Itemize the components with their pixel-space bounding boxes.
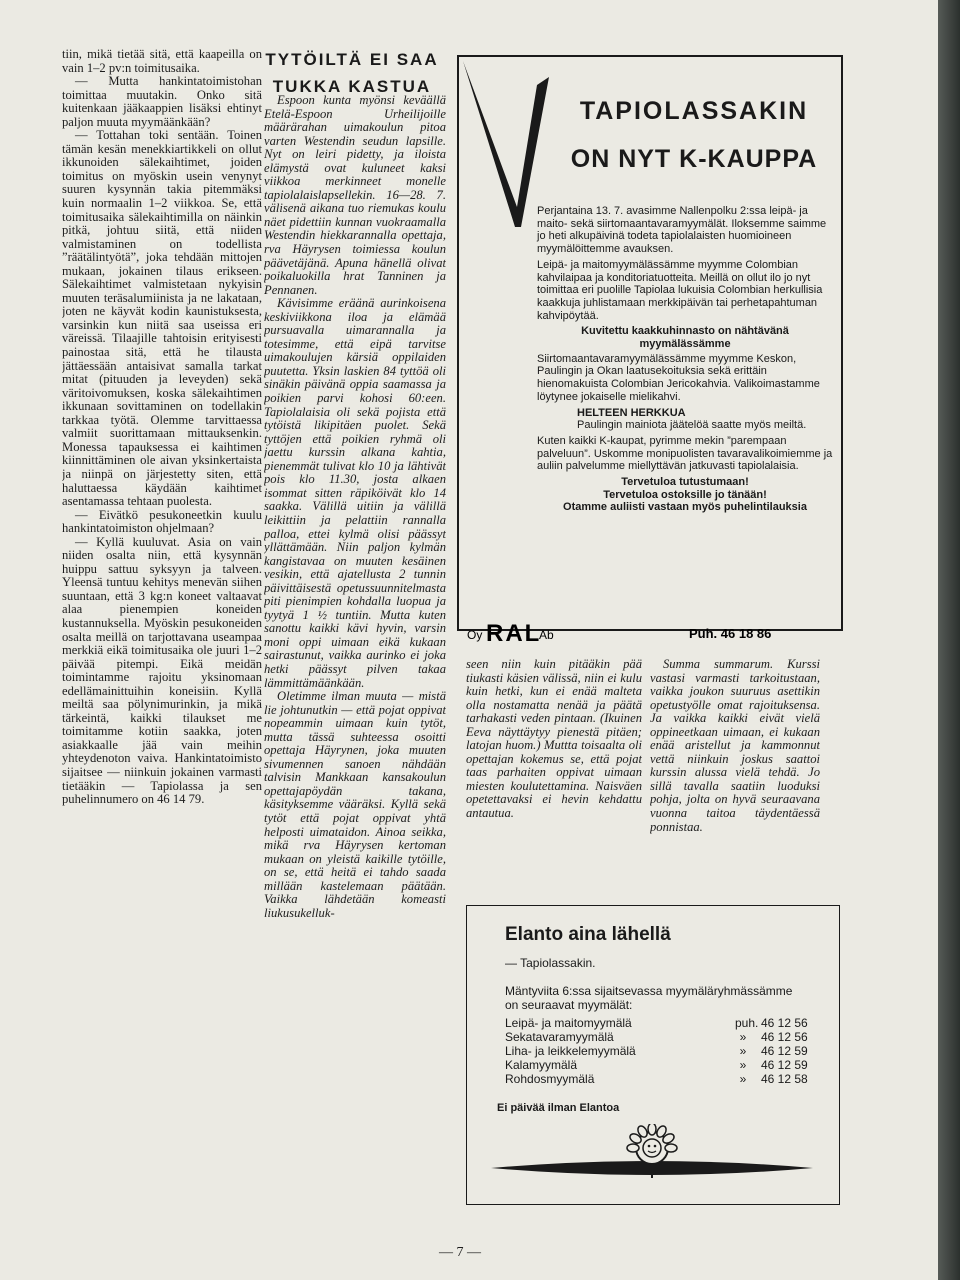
ad-subheading: HELTEEN HERKKUA — [577, 406, 686, 419]
store-row — [505, 1016, 825, 1030]
elanto-flower-logo-icon — [487, 1124, 817, 1194]
article-column-4 — [650, 658, 820, 893]
ditto-mark: » — [739, 1058, 747, 1072]
ad-heading-1: TAPIOLASSAKIN — [579, 97, 809, 125]
article-column-1 — [62, 48, 262, 1258]
elanto-advertisement — [466, 905, 840, 1205]
ad-heading-2: ON NYT K-KAUPPA — [570, 145, 818, 173]
paragraph: — Tottahan toki sentään. Toinen tämän kesän menekkiartikkeli on ollut ikkunoiden sälekaihtimet, joiden toimitus on myöskin usein venynyt suuren kysynnän takia pitemmäksi kuin normaalin 1–2 viikkoa. Se, että toimitusaika sälekaihtimilla on näinkin pitkä, johtuu siitä, että niiden valmistaminen on todellista ”räätälintyötä”, joka tehdään mittojen mukaan, jokainen tilaus erikseen. Sälekaihtimet valmistetaan nykyisin muuten teräsalumiinista ja ne lakataan, joten ne käyvät kodin kaunistuksesta, varsinkin kun niitä saa useissa eri väreissä. Tilaajille tahtoisin erityisesti painostaa sitä, että he tilausta jättäessään antaisivat samalla tarkat mitat (pituuden ja leveyden) sekä väritoivomuksen, koska sälekaihtimen ikkunaan sovittaminen on todellakin tarkkaa työtä. Olemme tarvittaessa valmiit suorittamaan mittauksenkin. Monessa tapauksessa ei kaihtimen kiinnittäminen ole aivan yksinkertaista ja niinpä on järjestetty siten, että haluttaessa käydään kaihtimet asentamassa tehtaan puolesta. — [62, 128, 262, 509]
paragraph: Oletimme ilman muuta — mistä lie johtunutkin — että pojat oppivat nopeammin uimaan kuin tytöt, mutta tässä suhteessa osoitti opettaja Häyrynen, joka muuten sivumennen sanoen nähdään talvisin Mankkaan kansakoulun opettajapöydän takana, käsityksemme vääräksi. Kyllä sekä tytöt että pojat oppivat yhtä helposti uimataidon. Ainoa seikka, mikä rva Häyrysen kertoman mukaan on yleistä kaikille tytöille, on se, että heitä ei tahdo saada millään kastelemaan päätään. Vaikka lähdetään komeasti liukusukelluk- — [264, 689, 446, 920]
ditto-mark: » — [739, 1044, 747, 1058]
paragraph: — Kyllä kuuluvat. Asia on vain niiden osalta niin, että kysynnän huippu sattuu syksyyn ja talveen. Yleensä tuntuu kehitys menevän siihen suuntaan, että 3 kg:n koneet valtaavat alaa pienempien koneiden kustannuksella. Myöskin pesukoneiden osalta meillä on tarjottavana useampaa merkkiä eikä toimitusaika ole juuri 1–2 päivää pitempi. Eikä meidän toimintamme rajoitu yksinomaan edellämainittuihin koneisiin. Kyllä meiltä saa pölynimurinkin, ja mikä tärkeintä, kaikki tilaukset me toimitamme kotiin saakka, joten asiakkaalle jää vain meihin yhteydenoton vaiva. Hankintatoimisto sijaitsee — niinkuin jokainen varmasti tietääkin — Tapiolassa ja sen puhelinnumero on 46 14 79. — [62, 534, 262, 807]
store-row — [505, 1072, 825, 1086]
ad-paragraph: Leipä- ja maitomyymälässämme myymme Colombian kahvilaipaa ja konditoriatuotteita. Meillä on ollut ilo jo nyt toimittaa eri puolille Tapiolaa lukuisia Colombian herkullisia kaakkuja juhlistamaan merkkipäivän tai perhetapahtuman kahvipöytää. — [537, 258, 823, 322]
elanto-subtitle: — Tapiolassakin. — [505, 956, 596, 970]
ad-bold-note: Kuvitettu kaakkuhinnasto on nähtävänä myymälässämme — [581, 325, 789, 351]
elanto-slogan: Ei päivää ilman Elantoa — [497, 1102, 620, 1114]
phone-label: puh. — [735, 1016, 759, 1030]
ad-closing: Tervetuloa ostoksille jo tänään! — [603, 488, 767, 501]
store-phone: 46 12 58 — [761, 1072, 808, 1086]
article-headline: TYTÖILTÄ EI SAA TUKKA KASTUA — [265, 50, 439, 96]
store-row — [505, 1058, 825, 1072]
ad-paragraph: Perjantaina 13. 7. avasimme Nallenpolku 2:ssa leipä- ja maito- sekä siirtomaantavaramyymälät. Iloksemme saimme jo heti alkupäivinä todeta tapiolalaisten huomioineen myymälöittemme avauksen. — [537, 205, 827, 256]
ad-footer — [457, 622, 843, 646]
ad-paragraph: Paulingin mainiota jäätelöä saatte myös meiltä. — [577, 419, 807, 432]
ad-body — [537, 205, 833, 514]
company-prefix: Oy — [467, 628, 483, 642]
store-name: Rohdosmyymälä — [505, 1072, 595, 1086]
store-phone: 46 12 56 — [761, 1030, 808, 1044]
ditto-mark: » — [739, 1030, 747, 1044]
company-suffix: Ab — [539, 628, 554, 642]
k-kauppa-advertisement — [457, 55, 843, 631]
paragraph: seen niin kuin pitääkin pää tiukasti käsien välissä, niin ei kulu kuin hetki, kun ei enää malteta olla nostamatta nenää ja päätä tarhakasti veden pintaan. (Ikuinen Eeva näyttäytyy pienestä pitäen; latojan huom.) Muttta toisaalta oli opettajan kokemus se, että pojat taas parhaiten oppivat uimaan miesten koulutettamina. Naisväen opetettavaksi ei hevin kehdattu antautua. — [466, 658, 642, 821]
ad-phone: Puh. 46 18 86 — [689, 626, 772, 641]
store-name: Sekatavaramyymälä — [505, 1030, 614, 1044]
paragraph: Kävisimme eräänä aurinkoisena keskiviikkona iloa ja elämää pursuavalla uimarannalla ja totesimme, että eipä tarvitse uimakoulujen kärsiä oppilaiden puutetta. Yksin laskien 84 tyttöä oli sinäkin päivänä oppia saamassa ja poikien parvi kohosi 60:een. Tapiolalaisia oli sekä pojista että tytöistä likipitäen puolet. Sekä tyttöjen että poikien ryhmä oli jaettu kurssin alkana kahtia, pienemmät tulivat klo 10 ja lähtivät pois klo 11.30, josta alkaen isommat sitten räpiköivät klo 14 saakka. Välillä uitiin ja välillä leikittiin ja pelattiin rannalla palloa, ettei kylmä olisi päässyt yllättämään. Niin paljon kylmän kangistavaa on muuten kesäinen vesikin, että ajatellusta 2 tunnin päivittäisestä opetussuunnitelmasta piti pienimpien kohdalla luopua ja tyytyä 1 ½ tuntiin. Mutta kuten sanottu kaikki kävi hyvin, varsin moni oppi uimaan eikä kukaan sairastunut, vaikka aurinko ei joka hetki päässyt pilven takaa lämmittämäänkään. — [264, 296, 446, 690]
store-name: Leipä- ja maitomyymälä — [505, 1016, 632, 1030]
paragraph: Espoon kunta myönsi keväällä Etelä-Espoon Urheilijoille määrärahan uimakoulun pitoa varten Westendin seudun lapsille. Nyt on leiri pidetty, ja iloista elämystä ovat kuluneet kaksi viikkoa merkinneet monelle tapiolalaislapsellekin. 16—28. 7. välisenä aikana tuo riemukas koulu näet pidettiin kunnan vuokraamalla Westendin hiekkarannalla opettaja, rva Häyrysen toimiessa koulun päävetäjänä. Apuna hänellä olivat poikaluokilla hrat Tanninen ja Pennanen. — [264, 94, 446, 297]
elanto-store-list — [505, 1016, 825, 1086]
ad-closing: Otamme auliisti vastaan myös puhelintilauksia — [563, 501, 807, 514]
store-row — [505, 1030, 825, 1044]
store-name: Kalamyymälä — [505, 1058, 578, 1072]
company-name: RAL — [486, 620, 542, 647]
store-phone: 46 12 59 — [761, 1044, 808, 1058]
ad-closing: Tervetuloa tutustumaan! — [621, 476, 749, 489]
binding-spine — [938, 0, 960, 1280]
paragraph: Summa summarum. Kurssi vastasi varmasti tarkoitustaan, vaikka joukon suuruus asettikin opetustyölle omat rajoituksensa. Ja vaikka kaikki eivät vielä oppineetkaan uimaan, ei kukaan enää aristellut ja kammonnut vettä niinkuin joskus saattoi kurssin alussa vielä tehdä. Jo sillä tavalla saatiin luoduksi pohja, jolta on hyvä seuraavana vuonna taitoa täydentäessä ponnistaa. — [650, 658, 820, 834]
store-phone: 46 12 56 — [761, 1016, 808, 1030]
store-row — [505, 1044, 825, 1058]
page-number: — 7 — — [439, 1245, 481, 1260]
paragraph: — Eivätkö pesukoneetkin kuulu hankintatoimiston ohjelmaan? — [62, 507, 262, 536]
elanto-title: Elanto aina lähellä — [505, 924, 671, 945]
article-column-2 — [264, 94, 446, 1219]
store-phone: 46 12 59 — [761, 1058, 808, 1072]
ad-paragraph: Kuten kaikki K-kaupat, pyrimme mekin ”parempaan palveluun”. Uskomme monipuolisten tavaravalikoimiemme ja auliin palvelumme miellyttävän jatkuvasti tapiolalaisia. — [537, 434, 833, 473]
elanto-intro: Mäntyviita 6:ssa sijaitsevassa myymäläryhmässämme on seuraavat myymälät: — [505, 984, 793, 1012]
ditto-mark: » — [739, 1072, 747, 1086]
article-column-3 — [466, 658, 642, 893]
ad-paragraph: Siirtomaantavaramyymälässämme myymme Keskon, Paulingin ja Okan laatusekoituksia sekä erittäin hienomakuista Colombian Jericokahvia. Valikoimastamme löytynee jokaiselle mielikahvi. — [537, 352, 820, 403]
paragraph: tiin, mikä tietää sitä, että kaapeilla on vain 1–2 pv:n toimitusaika. — [62, 48, 262, 75]
store-name: Liha- ja leikkelemyymälä — [505, 1044, 636, 1058]
paragraph: — Mutta hankintatoimistohan toimittaa muutakin. Onko sitä kuitenkaan jääkaappien lisäksi ehtinyt paljon muuta myymäänkään? — [62, 74, 262, 129]
